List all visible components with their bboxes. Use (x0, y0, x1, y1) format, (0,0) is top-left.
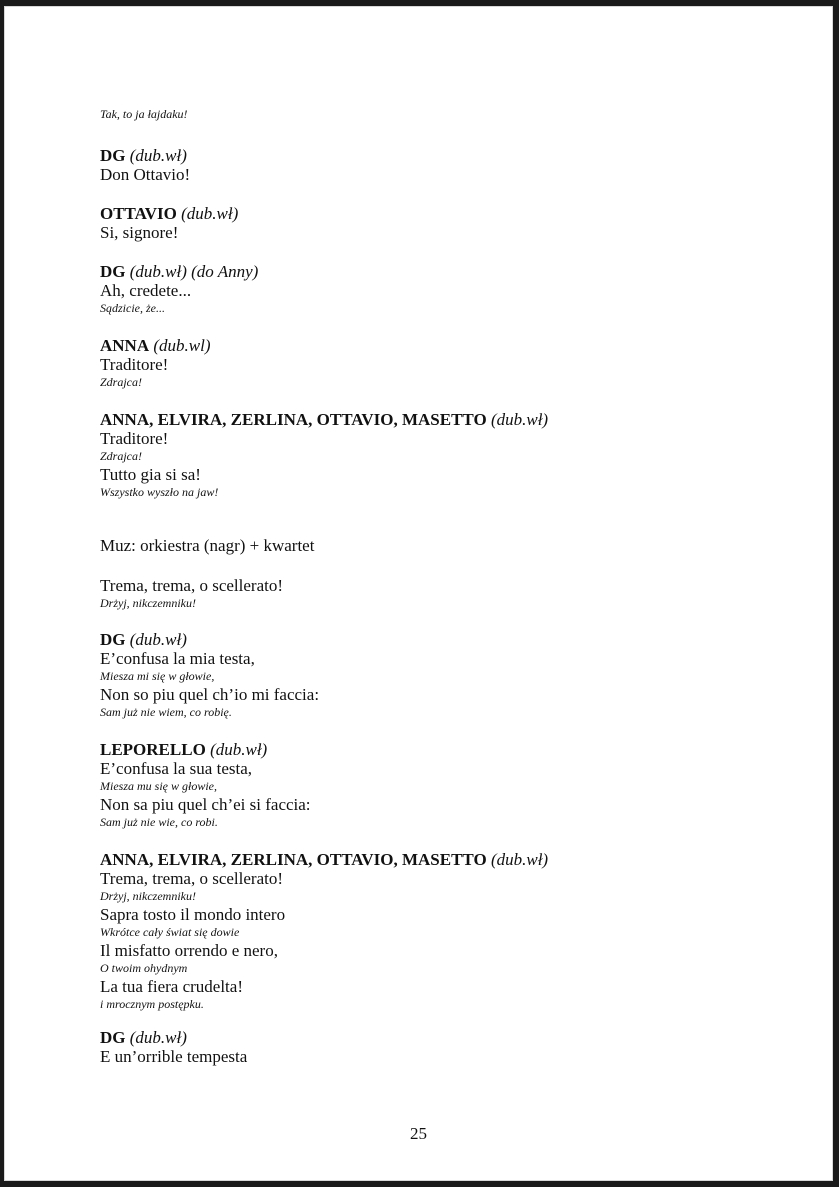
speaker-name: DG (100, 630, 126, 649)
text-block (100, 576, 283, 612)
lyric-line: Sapra tosto il mondo intero (100, 905, 286, 924)
lyric-line: Non so piu quel ch’io mi faccia: (100, 685, 320, 704)
speaker-name: LEPORELLO (100, 740, 206, 759)
speaker-note: (dub.wł) (486, 850, 549, 869)
dialogue-block (100, 204, 238, 242)
speaker-note: (dub.wł) (125, 630, 187, 649)
lyric-line: E un’orrible tempesta (100, 1047, 248, 1066)
lyric-line: E’confusa la sua testa, (100, 759, 252, 778)
speaker-note: (dub.wł) (486, 410, 549, 429)
lyric-line: Tutto gia si sa! (100, 465, 201, 484)
lyric-line: Traditore! (100, 429, 169, 448)
lyric-line: E’confusa la mia testa, (100, 649, 255, 668)
dialogue-block (100, 146, 190, 184)
text-block (100, 536, 314, 555)
translation-line: Drżyj, nikczemniku! (100, 889, 196, 903)
lyric-line: Don Ottavio! (100, 165, 191, 184)
translation-line: Wszystko wyszło na jaw! (100, 485, 219, 499)
dialogue-block (100, 336, 211, 391)
speaker-heading (100, 1028, 247, 1047)
dialogue-block (100, 630, 319, 721)
page-number: 25 (410, 1124, 427, 1143)
speaker-note: (dub.wł) (do Anny) (125, 262, 259, 281)
lyric-line: Trema, trema, o scellerato! (100, 576, 283, 595)
lyric-line: La tua fiera crudelta! (100, 977, 243, 996)
lyric-line: Non sa piu quel ch’ei si faccia: (100, 795, 311, 814)
speaker-heading (100, 146, 190, 165)
speaker-heading (100, 262, 258, 281)
translation-line: Drżyj, nikczemniku! (100, 596, 196, 610)
lyric-line: Si, signore! (100, 223, 179, 242)
translation-line: Zdrajca! (100, 375, 142, 389)
lyric-line: Traditore! (100, 355, 169, 374)
page (4, 6, 833, 1181)
speaker-heading (100, 740, 311, 759)
dialogue-block (100, 850, 548, 1013)
text-block (100, 106, 188, 123)
speaker-heading (100, 630, 319, 649)
lyric-line: Ah, credete... (100, 281, 192, 300)
speaker-note: (dub.wł) (176, 204, 239, 223)
stage-direction: Muz: orkiestra (nagr) + kwartet (100, 536, 315, 555)
speaker-note: (dub.wł) (125, 1028, 187, 1047)
translation-line: i mrocznym postępku. (100, 997, 204, 1011)
speaker-name: ANNA, ELVIRA, ZERLINA, OTTAVIO, MASETTO (100, 410, 487, 429)
dialogue-block (100, 740, 311, 831)
translation-line: Sam już nie wiem, co robię. (100, 705, 232, 719)
translation-line: O twoim ohydnym (100, 961, 188, 975)
speaker-name: ANNA (100, 336, 150, 355)
translation-line: Tak, to ja łajdaku! (100, 107, 188, 121)
speaker-heading (100, 204, 238, 223)
translation-line: Miesza mu się w głowie, (100, 779, 217, 793)
speaker-heading (100, 850, 548, 869)
speaker-note: (dub.wł) (125, 146, 187, 165)
lyric-line: Trema, trema, o scellerato! (100, 869, 283, 888)
translation-line: Wkrótce cały świat się dowie (100, 925, 240, 939)
translation-line: Zdrajca! (100, 449, 142, 463)
speaker-name: DG (100, 146, 126, 165)
speaker-note: (dub.wł) (205, 740, 268, 759)
speaker-heading (100, 336, 211, 355)
speaker-name: OTTAVIO (100, 204, 177, 223)
dialogue-block (100, 262, 258, 317)
speaker-name: DG (100, 262, 126, 281)
lyric-line: Il misfatto orrendo e nero, (100, 941, 278, 960)
speaker-name: ANNA, ELVIRA, ZERLINA, OTTAVIO, MASETTO (100, 850, 487, 869)
speaker-heading (100, 410, 548, 429)
dialogue-block (100, 1028, 247, 1066)
translation-line: Sądzicie, że... (100, 301, 165, 315)
translation-line: Miesza mi się w głowie, (100, 669, 215, 683)
dialogue-block (100, 410, 548, 501)
speaker-name: DG (100, 1028, 126, 1047)
speaker-note: (dub.wl) (149, 336, 211, 355)
translation-line: Sam już nie wie, co robi. (100, 815, 218, 829)
